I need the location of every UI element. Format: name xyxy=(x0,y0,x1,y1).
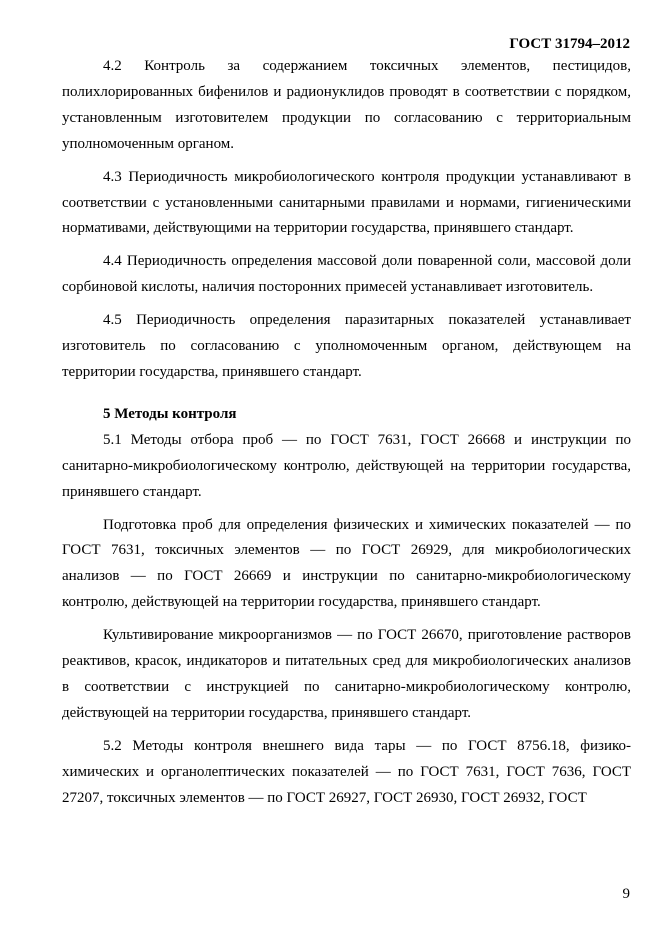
paragraph-cultivation: Культивирование микроорганизмов — по ГОСТ 26670, приготовление растворов реактивов, красок, индикаторов и питательных сред для микробиологических анализов в соответствии с инструкцией по санитарно-микробиологическому контролю, действующей на территории государства, принявшего стандарт. xyxy=(62,627,631,721)
paragraph-sample-preparation: Подготовка проб для определения физических и химических показателей — по ГОСТ 7631, токсичных элементов — по ГОСТ 26929, для микробиологических анализов — по ГОСТ 26669 и инструкции по санитарно-микробиологическому контролю, действующей на территории государства, принявшего стандарт. xyxy=(62,516,631,611)
page-number: 9 xyxy=(622,886,630,902)
document-body xyxy=(62,54,631,811)
paragraph-5-1: 5.1 Методы отбора проб — по ГОСТ 7631, ГОСТ 26668 и инструкции по санитарно-микробиологическому контролю, действующей на территории государства, принявшего стандарт. xyxy=(62,431,631,500)
paragraph-4-3: 4.3 Периодичность микробиологического контроля продукции устанавливают в соответствии с установленными санитарными правилами и нормами, гигиеническими нормативами, действующими на территории государства, принявшего стандарт. xyxy=(62,168,631,237)
paragraph-4-2: 4.2 Контроль за содержанием токсичных элементов, пестицидов, полихлорированных бифенилов и радионуклидов проводят в соответствии с порядком, установленным изготовителем продукции по согласованию с территориальным уполномоченным органом. xyxy=(62,58,631,152)
paragraph-4-4: 4.4 Периодичность определения массовой доли поваренной соли, массовой доли сорбиновой кислоты, наличия посторонних примесей устанавливает изготовитель. xyxy=(62,253,631,296)
document-code: ГОСТ 31794–2012 xyxy=(509,36,630,52)
paragraph-5-2: 5.2 Методы контроля внешнего вида тары — по ГОСТ 8756.18, физико-химических и органолептических показателей — по ГОСТ 7631, ГОСТ 7636, ГОСТ 27207, токсичных элементов — по ГОСТ 26927, ГОСТ 26930, ГОСТ 26932, ГОСТ xyxy=(62,737,631,806)
section-heading: 5 Методы контроля xyxy=(103,405,237,422)
paragraph-4-5: 4.5 Периодичность определения паразитарных показателей устанавливает изготовитель по согласованию с уполномоченным органом, действующем на территории государства, принявшего стандарт. xyxy=(62,312,631,380)
